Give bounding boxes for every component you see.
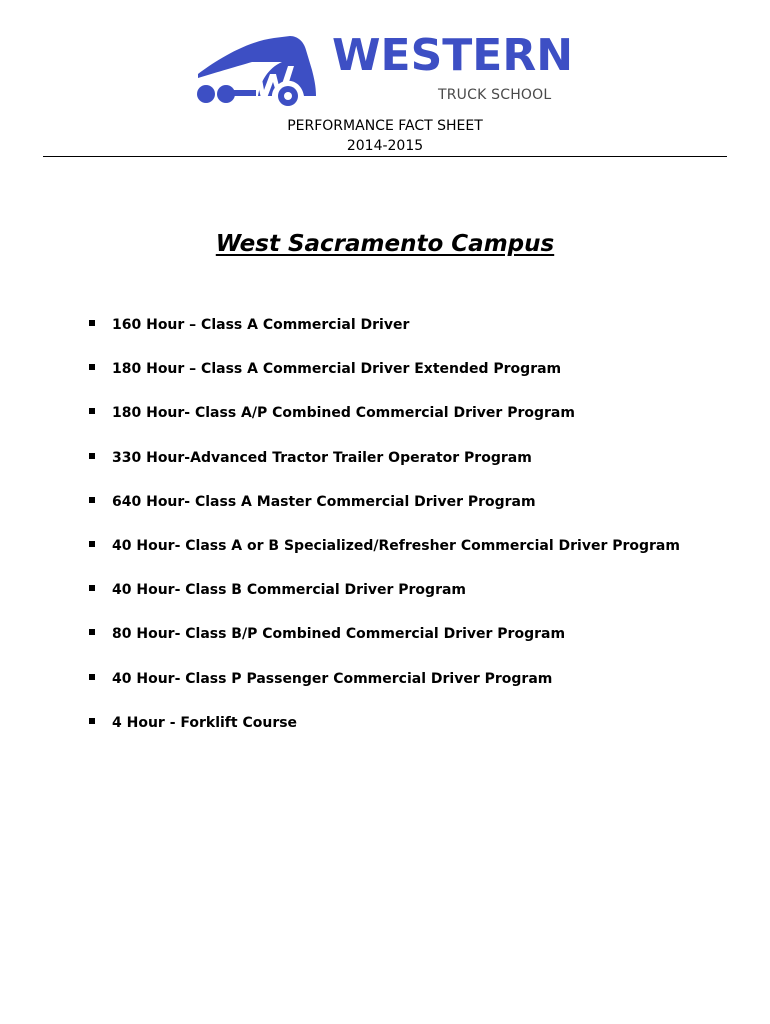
- logo-brand-text: WESTERN: [332, 30, 574, 81]
- square-bullet-icon: [89, 497, 95, 503]
- list-item: [89, 357, 680, 401]
- square-bullet-icon: [89, 320, 95, 326]
- program-label: 80 Hour- Class B/P Combined Commercial Driver Program: [112, 626, 566, 643]
- fact-sheet-year: 2014-2015: [346, 138, 424, 154]
- truck-logo-icon: [194, 32, 334, 110]
- list-item: [89, 578, 680, 622]
- header-divider: [43, 156, 727, 157]
- square-bullet-icon: [89, 453, 95, 459]
- list-item: [89, 667, 680, 711]
- square-bullet-icon: [89, 408, 95, 414]
- square-bullet-icon: [89, 718, 95, 724]
- campus-heading: West Sacramento Campus: [215, 231, 555, 257]
- list-item: [89, 711, 680, 755]
- square-bullet-icon: [89, 585, 95, 591]
- program-label: 40 Hour- Class P Passenger Commercial Driver Program: [112, 670, 553, 687]
- fact-sheet-header: [0, 116, 770, 156]
- program-label: 4 Hour - Forklift Course: [112, 714, 298, 731]
- program-list: [89, 313, 680, 755]
- fact-sheet-title: PERFORMANCE FACT SHEET: [287, 118, 483, 134]
- program-label: 330 Hour-Advanced Tractor Trailer Operator Program: [112, 449, 532, 466]
- square-bullet-icon: [89, 674, 95, 680]
- program-label: 40 Hour- Class B Commercial Driver Program: [112, 582, 467, 599]
- western-truck-school-logo: [194, 32, 574, 110]
- list-item: [89, 622, 680, 666]
- program-label: 640 Hour- Class A Master Commercial Driver Program: [112, 493, 536, 510]
- square-bullet-icon: [89, 629, 95, 635]
- logo-subtitle-text: TRUCK SCHOOL: [438, 87, 552, 103]
- list-item: [89, 446, 680, 490]
- square-bullet-icon: [89, 541, 95, 547]
- list-item: [89, 401, 680, 445]
- program-label: 160 Hour – Class A Commercial Driver: [112, 317, 410, 333]
- list-item: [89, 490, 680, 534]
- list-item: [89, 534, 680, 578]
- program-label: 180 Hour – Class A Commercial Driver Extended Program: [112, 361, 562, 378]
- program-label: 180 Hour- Class A/P Combined Commercial Driver Program: [112, 405, 575, 422]
- list-item: [89, 313, 680, 357]
- square-bullet-icon: [89, 364, 95, 370]
- program-label: 40 Hour- Class A or B Specialized/Refresher Commercial Driver Program: [112, 537, 680, 554]
